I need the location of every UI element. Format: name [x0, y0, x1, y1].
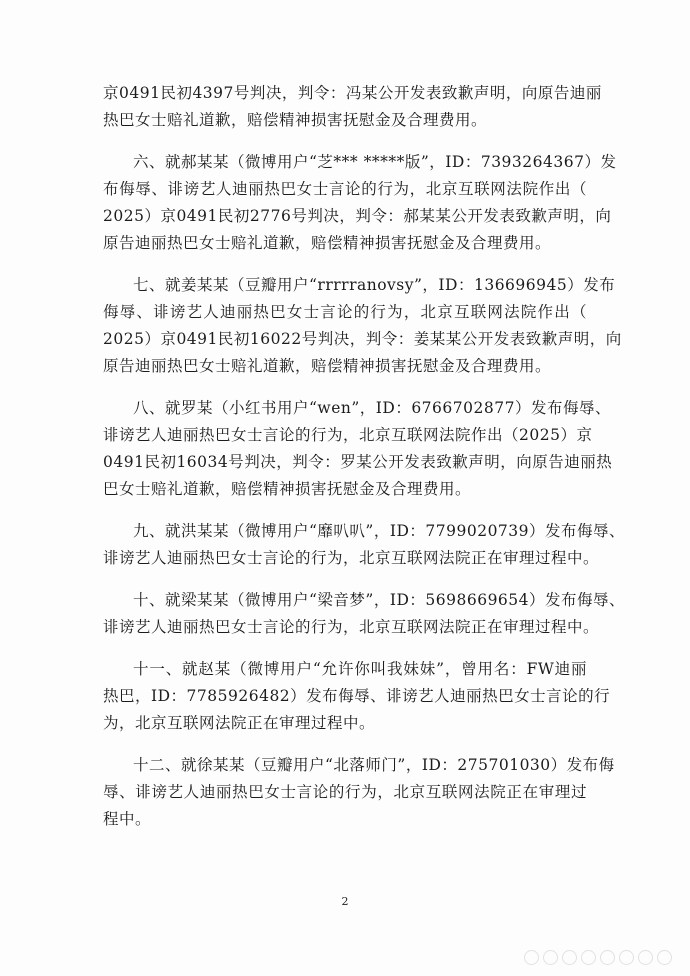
text-line: 巴女士赔礼道歉，赔偿精神损害抚慰金及合理费用。 — [103, 480, 472, 498]
text-line: 诽谤艺人迪丽热巴女士言论的行为，北京互联网法院正在审理过程中。 — [103, 618, 600, 636]
paragraph-9 — [103, 518, 626, 572]
text-line: 九、就洪某某（微博用户“靡叭叭”，ID：7799020739）发布侮辱、 — [133, 522, 626, 540]
text-line: 热巴，ID：7785926482）发布侮辱、诽谤艺人迪丽热巴女士言论的行 — [103, 687, 611, 705]
text-line: 十一、就赵某（微博用户“允许你叫我妹妹”，曾用名：FW迪丽 — [133, 660, 587, 678]
text-line: 十、就梁某某（微博用户“梁音梦”，ID：5698669654）发布侮辱、 — [133, 591, 626, 609]
paragraph-12 — [103, 752, 615, 833]
paragraph-11 — [103, 656, 611, 737]
text-line: 布侮辱、诽谤艺人迪丽热巴女士言论的行为，北京互联网法院作出（ — [103, 180, 587, 198]
watermark-circle-icon — [638, 950, 653, 965]
watermark-circle-icon — [581, 950, 596, 965]
text-line: 诽谤艺人迪丽热巴女士言论的行为，北京互联网法院正在审理过程中。 — [103, 549, 600, 567]
text-line: 十二、就徐某某（豆瓣用户“北落师门”，ID：275701030）发布侮 — [133, 756, 615, 774]
text-line: 程中。 — [103, 810, 152, 828]
text-line: 原告迪丽热巴女士赔礼道歉，赔偿精神损害抚慰金及合理费用。 — [103, 234, 552, 252]
text-line: 辱、诽谤艺人迪丽热巴女士言论的行为，北京互联网法院正在审理过 — [103, 783, 587, 801]
watermark-circle-icon — [524, 950, 539, 965]
watermark-circle-icon — [619, 950, 634, 965]
text-line: 2025）京0491民初16022号判决，判令：姜某某公开发表致歉声明，向 — [103, 330, 622, 348]
text-line: 原告迪丽热巴女士赔礼道歉，赔偿精神损害抚慰金及合理费用。 — [103, 357, 552, 375]
text-line: 为，北京互联网法院正在审理过程中。 — [103, 714, 376, 732]
text-line: 热巴女士赔礼道歉，赔偿精神损害抚慰金及合理费用。 — [103, 111, 488, 129]
document-body — [103, 80, 626, 848]
page-number: 2 — [341, 895, 349, 908]
watermark-circle-icon — [562, 950, 577, 965]
text-line: 2025）京0491民初2776号判决，判令：郝某某公开发表致歉声明，向 — [103, 207, 612, 225]
watermark-circle-icon — [657, 950, 672, 965]
paragraph-6 — [103, 149, 617, 257]
text-line: 六、就郝某某（微博用户“芝*** *****版”，ID：7393264367）发 — [133, 153, 617, 171]
watermark-circle-icon — [600, 950, 615, 965]
paragraph-10 — [103, 587, 626, 641]
paragraph-8 — [103, 395, 613, 503]
text-line: 诽谤艺人迪丽热巴女士言论的行为，北京互联网法院作出（2025）京 — [103, 426, 593, 444]
text-line: 0491民初16034号判决，判令：罗某公开发表致歉声明，向原告迪丽热 — [103, 453, 613, 471]
text-line: 京0491民初4397号判决，判令：冯某公开发表致歉声明，向原告迪丽 — [103, 84, 602, 102]
text-line: 七、就姜某某（豆瓣用户“rrrrranovsy”，ID：136696945）发布 — [133, 276, 616, 294]
paragraph-5-continuation — [103, 80, 602, 134]
paragraph-7 — [103, 272, 622, 380]
text-line: 八、就罗某（小红书用户“wen”，ID：6766702877）发布侮辱、 — [133, 399, 611, 417]
text-line: 侮辱、诽谤艺人迪丽热巴女士言论的行为，北京互联网法院作出（ — [103, 303, 587, 321]
watermark-logo — [524, 947, 672, 967]
watermark-circle-icon — [543, 950, 558, 965]
